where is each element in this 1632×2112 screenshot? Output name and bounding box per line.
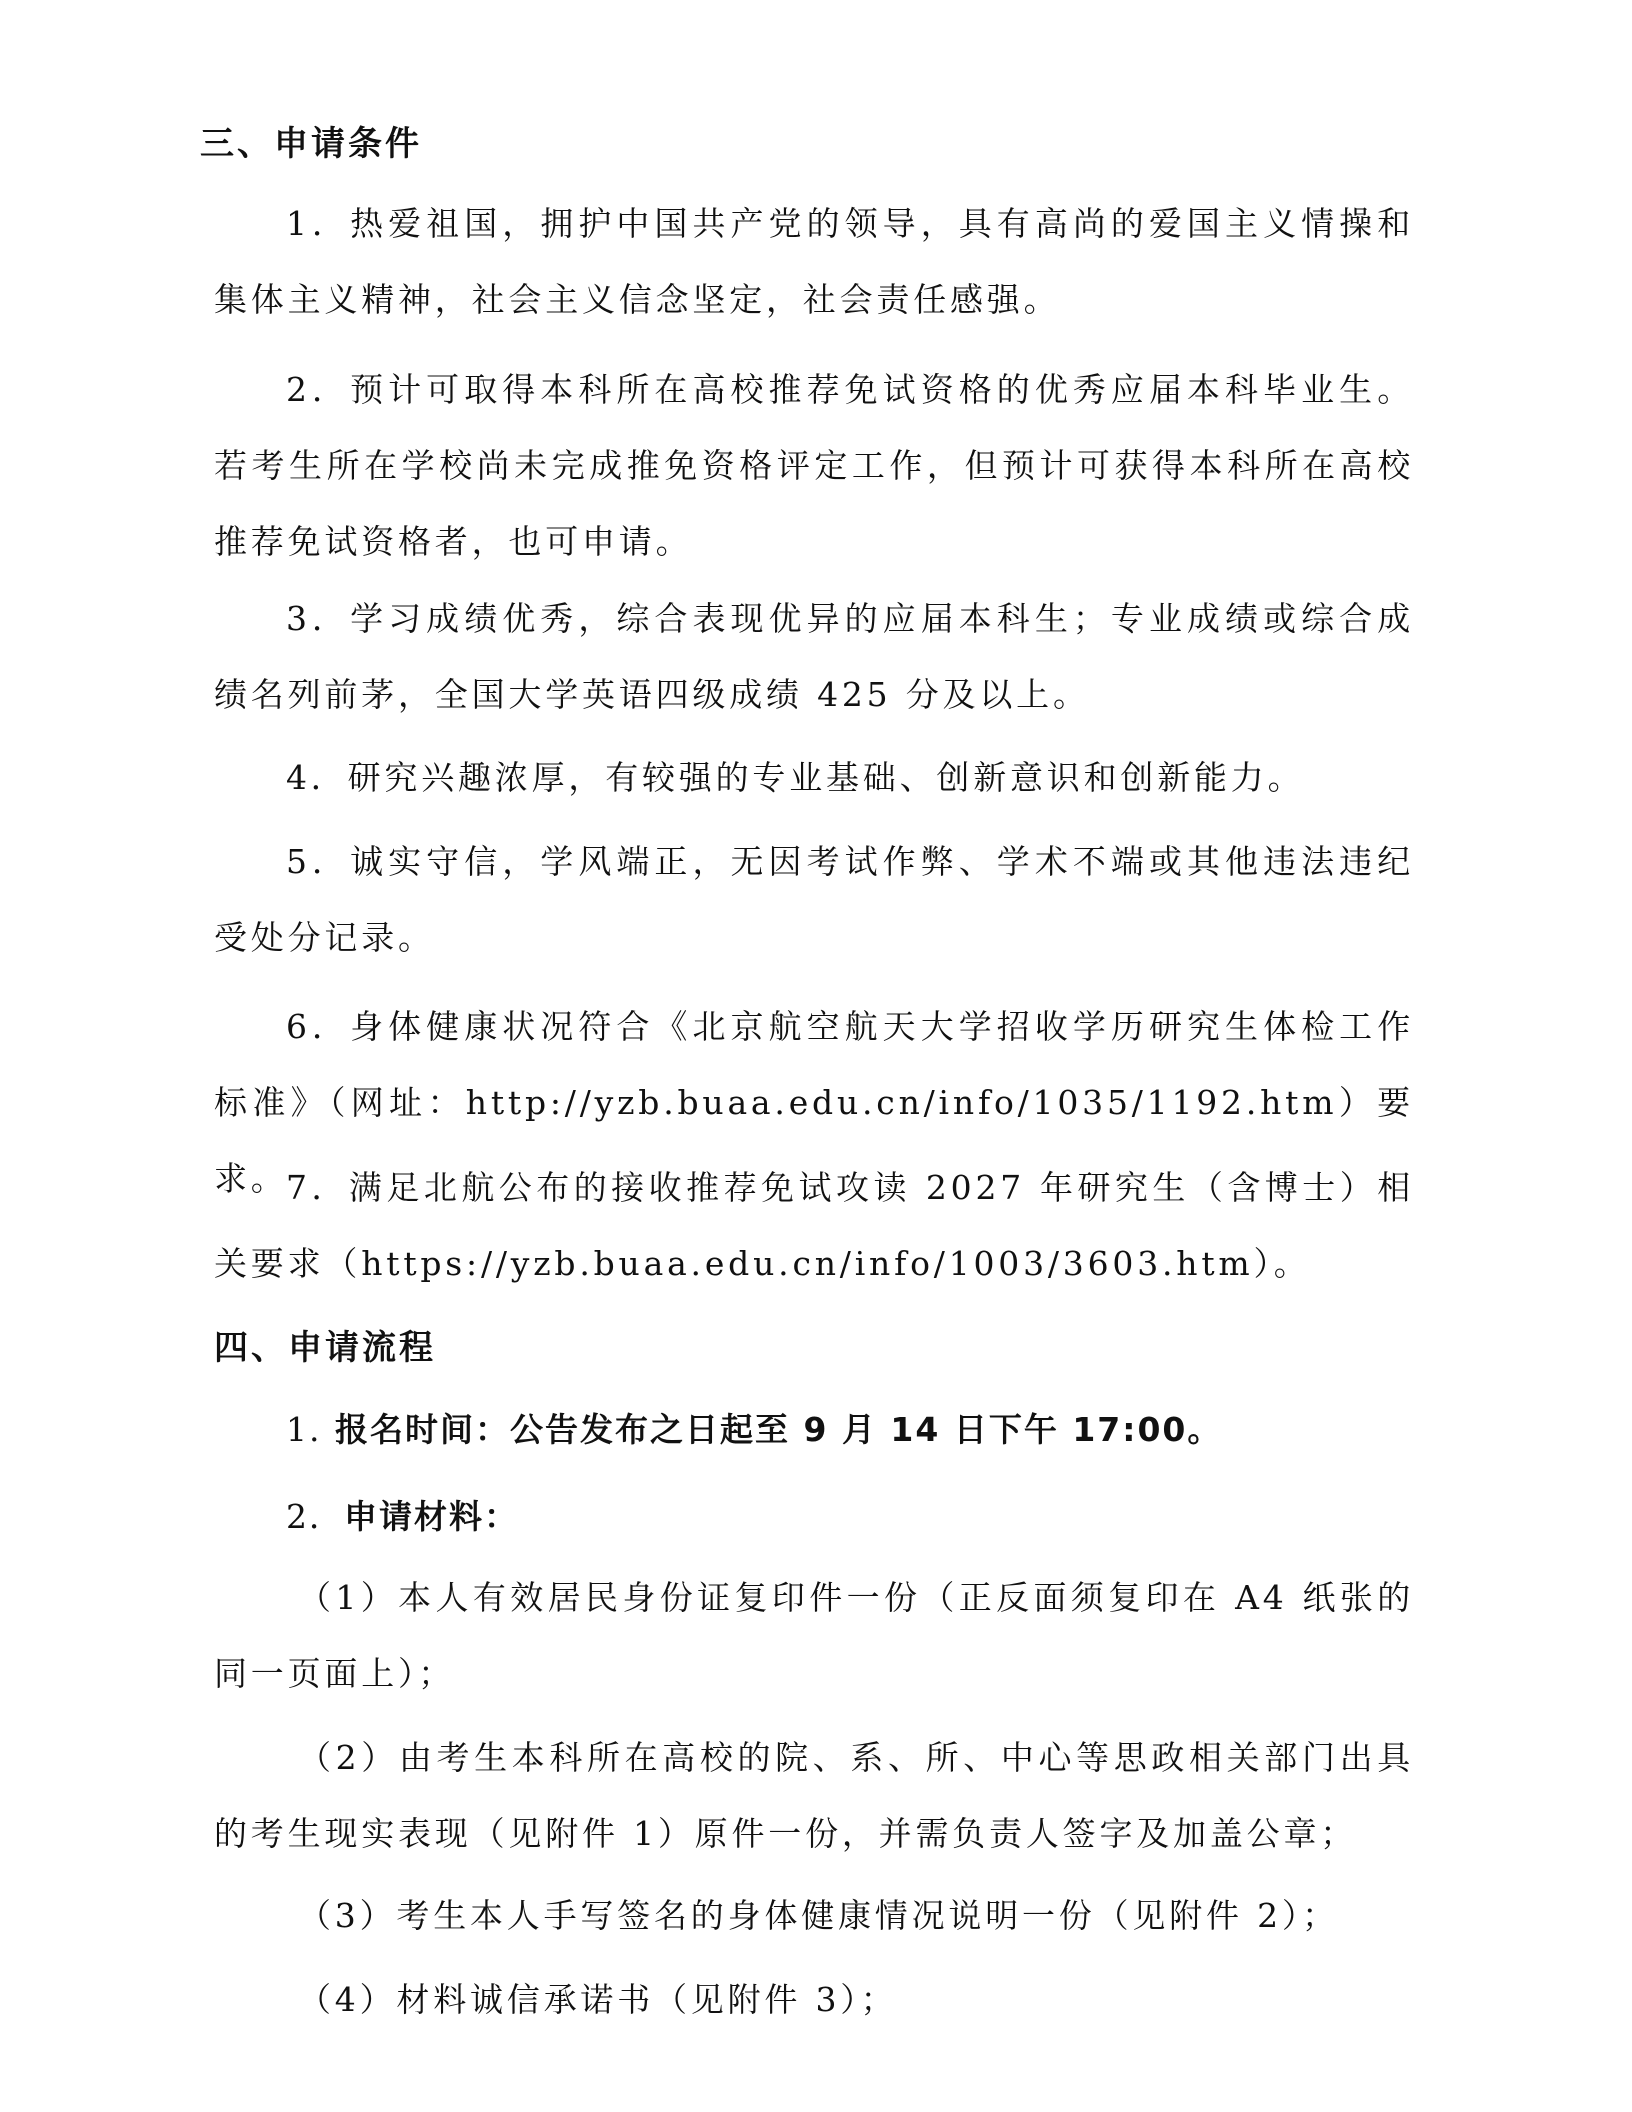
material-item: （3）考生本人手写签名的身体健康情况说明一份（见附件 2）； — [298, 1896, 1339, 1935]
step-number: 2． — [286, 1497, 344, 1536]
condition-item: 4．研究兴趣浓厚，有较强的专业基础、创新意识和创新能力。 — [286, 758, 1305, 797]
section-heading-conditions: 三、申请条件 — [200, 124, 422, 164]
material-item: （1）本人有效居民身份证复印件一份（正反面须复印在 A4 纸张的同一页面上）； — [214, 1578, 1414, 1693]
section-heading-process: 四、申请流程 — [214, 1328, 436, 1368]
condition-item: 6．身体健康状况符合《北京航空航天大学招收学历研究生体检工作标准》（网址：http://yzb.buaa.edu.cn/info/1035/1192.htm）要求。 — [214, 1007, 1414, 1198]
step-text: 申请材料： — [344, 1497, 519, 1536]
condition-item: 5．诚实守信，学风端正，无因考试作弊、学术不端或其他违法违纪受处分记录。 — [214, 842, 1414, 957]
material-item: （2）由考生本科所在高校的院、系、所、中心等思政相关部门出具的考生现实表现（见附件 1）原件一份，并需负责人签字及加盖公章； — [214, 1738, 1414, 1853]
step-number: 1. — [286, 1410, 322, 1449]
condition-item: 2．预计可取得本科所在高校推荐免试资格的优秀应届本科毕业生。若考生所在学校尚未完成推免资格评定工作，但预计可获得本科所在高校推荐免试资格者，也可申请。 — [214, 370, 1414, 561]
condition-item: 3．学习成绩优秀，综合表现优异的应届本科生；专业成绩或综合成绩名列前茅，全国大学英语四级成绩 425 分及以上。 — [214, 599, 1414, 714]
condition-item: 7．满足北航公布的接收推荐免试攻读 2027 年研究生（含博士）相关要求（https://yzb.buaa.edu.cn/info/1003/3603.htm）。 — [214, 1168, 1414, 1283]
registration-time — [214, 1392, 1414, 1468]
materials-heading — [214, 1479, 1414, 1555]
material-item: （4）材料诚信承诺书（见附件 3）； — [298, 1980, 898, 2019]
step-text: 报名时间：公告发布之日起至 9 月 14 日下午 17:00。 — [335, 1410, 1223, 1449]
condition-item: 1．热爱祖国，拥护中国共产党的领导，具有高尚的爱国主义情操和集体主义精神，社会主义信念坚定，社会责任感强。 — [214, 204, 1414, 319]
